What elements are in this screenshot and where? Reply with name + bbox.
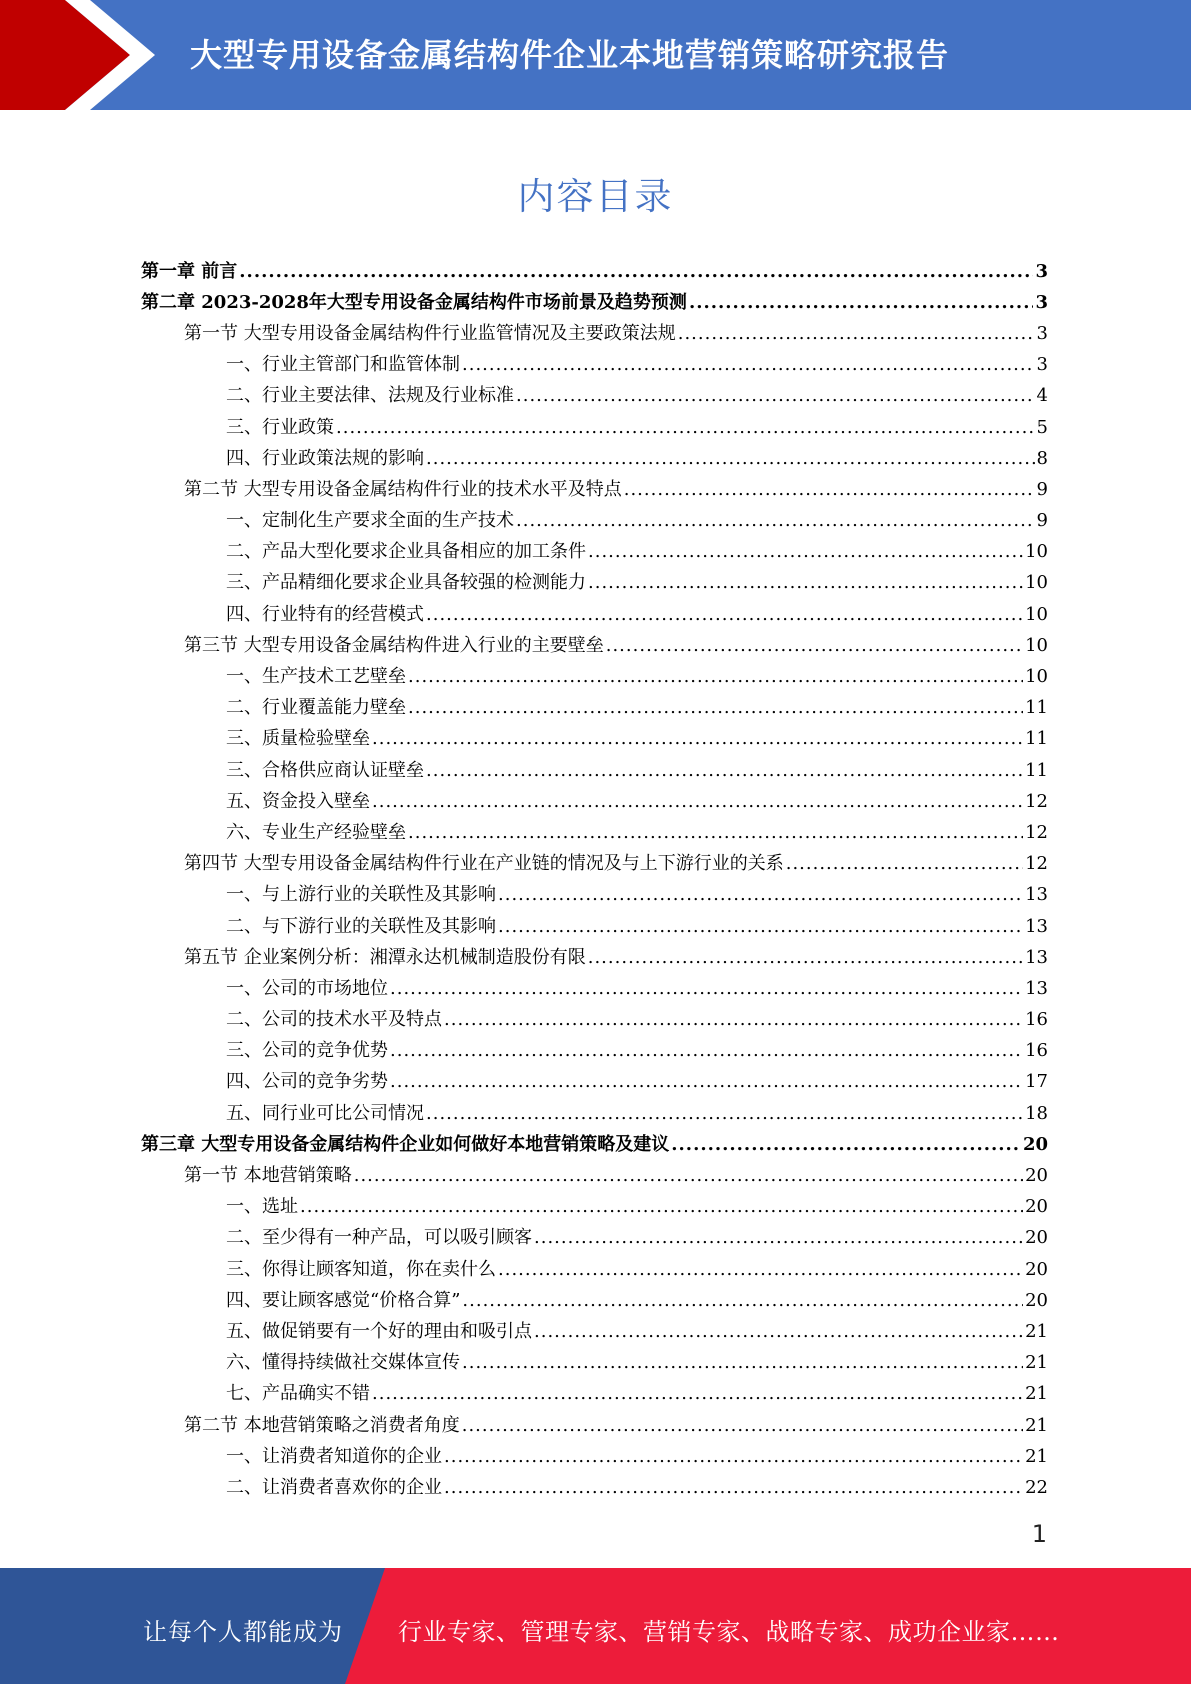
- toc-entry-label: 五、做促销要有一个好的理由和吸引点: [226, 1320, 532, 1342]
- toc-entry-label: 第四节 大型专用设备金属结构件行业在产业链的情况及与上下游行业的关系: [184, 853, 784, 875]
- toc-section[interactable]: [141, 318, 1048, 349]
- toc-dot-leader: [516, 511, 1035, 531]
- toc-dot-leader: [426, 1104, 1023, 1124]
- toc-dot-leader: [462, 355, 1035, 375]
- toc-entry-page: 10: [1025, 603, 1048, 625]
- toc-subsection[interactable]: [141, 1472, 1048, 1503]
- toc-section[interactable]: [141, 474, 1048, 505]
- toc-entry-label: 七、产品确实不错: [226, 1383, 370, 1405]
- toc-dot-leader: [689, 293, 1034, 313]
- toc-entry-label: 二、产品大型化要求企业具备相应的加工条件: [226, 541, 586, 563]
- toc-dot-leader: [671, 1135, 1021, 1155]
- toc-subsection[interactable]: [141, 350, 1048, 381]
- toc-dot-leader: [786, 854, 1023, 874]
- toc-entry-page: 10: [1025, 572, 1048, 594]
- toc-entry-label: 第三章 大型专用设备金属结构件企业如何做好本地营销策略及建议: [141, 1133, 670, 1155]
- toc-dot-leader: [498, 885, 1023, 905]
- toc-subsection[interactable]: [141, 381, 1048, 412]
- toc-entry-label: 三、质量检验壁垒: [226, 728, 370, 750]
- toc-dot-leader: [444, 1478, 1023, 1498]
- toc-dot-leader: [624, 480, 1035, 500]
- toc-dot-leader: [408, 667, 1023, 687]
- toc-entry-label: 二、行业覆盖能力壁垒: [226, 697, 406, 719]
- toc-entry-page: 10: [1025, 541, 1048, 563]
- toc-entry-page: 13: [1025, 946, 1048, 968]
- toc-subsection[interactable]: [141, 1285, 1048, 1316]
- page-number: 1: [1031, 1520, 1047, 1548]
- toc-entry-label: 二、至少得有一种产品，可以吸引顾客: [226, 1227, 532, 1249]
- toc-entry-page: 13: [1025, 915, 1048, 937]
- toc-entry-label: 六、专业生产经验壁垒: [226, 821, 406, 843]
- toc-dot-leader: [372, 1384, 1023, 1404]
- toc-subsection[interactable]: [141, 537, 1048, 568]
- toc-dot-leader: [534, 1322, 1023, 1342]
- toc-chapter[interactable]: [141, 256, 1048, 287]
- toc-entry-label: 第一节 大型专用设备金属结构件行业监管情况及主要政策法规: [184, 322, 676, 344]
- toc-entry-label: 三、产品精细化要求企业具备较强的检测能力: [226, 572, 586, 594]
- toc-entry-page: 21: [1025, 1352, 1048, 1374]
- toc-entry-label: 一、行业主管部门和监管体制: [226, 354, 460, 376]
- toc-entry-label: 六、懂得持续做社交媒体宣传: [226, 1352, 460, 1374]
- toc-entry-label: 四、要让顾客感觉“价格合算”: [226, 1289, 461, 1311]
- toc-dot-leader: [498, 1260, 1023, 1280]
- toc-dot-leader: [372, 729, 1023, 749]
- toc-entry-label: 四、行业特有的经营模式: [226, 603, 424, 625]
- toc-chapter[interactable]: [141, 287, 1048, 318]
- toc-entry-label: 四、公司的竞争劣势: [226, 1071, 388, 1093]
- toc-subsection[interactable]: [141, 973, 1048, 1004]
- toc-subsection[interactable]: [141, 724, 1048, 755]
- toc-dot-leader: [390, 1041, 1023, 1061]
- toc-entry-label: 第一章 前言: [141, 260, 238, 282]
- toc-entry-label: 一、让消费者知道你的企业: [226, 1445, 442, 1467]
- toc-entry-page: 18: [1025, 1102, 1048, 1124]
- toc-subsection[interactable]: [141, 1441, 1048, 1472]
- toc-subsection[interactable]: [141, 412, 1048, 443]
- toc-dot-leader: [408, 823, 1023, 843]
- toc-dot-leader: [239, 262, 1033, 282]
- toc-dot-leader: [372, 792, 1023, 812]
- toc-dot-leader: [462, 1416, 1023, 1436]
- toc-section[interactable]: [141, 1410, 1048, 1441]
- toc-entry-label: 三、合格供应商认证壁垒: [226, 759, 424, 781]
- toc-subsection[interactable]: [141, 506, 1048, 537]
- toc-entry-label: 三、行业政策: [226, 416, 334, 438]
- toc-dot-leader: [426, 449, 1035, 469]
- toc-subsection[interactable]: [141, 786, 1048, 817]
- report-title: 大型专用设备金属结构件企业本地营销策略研究报告: [190, 36, 950, 74]
- toc-entry-label: 二、公司的技术水平及特点: [226, 1009, 442, 1031]
- toc-dot-leader: [678, 324, 1035, 344]
- toc-entry-label: 第五节 企业案例分析：湘潭永达机械制造股份有限: [184, 946, 586, 968]
- toc-entry-page: 10: [1025, 634, 1048, 656]
- toc-entry-page: 13: [1025, 977, 1048, 999]
- toc-entry-page: 21: [1025, 1383, 1048, 1405]
- toc-entry-label: 二、让消费者喜欢你的企业: [226, 1476, 442, 1498]
- toc-dot-leader: [408, 698, 1023, 718]
- toc-entry-page: 10: [1025, 666, 1048, 688]
- toc-entry-page: 20: [1025, 1289, 1048, 1311]
- toc-subsection[interactable]: [141, 1316, 1048, 1347]
- toc-entry-page: 13: [1025, 884, 1048, 906]
- toc-entry-label: 四、行业政策法规的影响: [226, 447, 424, 469]
- toc-subsection[interactable]: [141, 693, 1048, 724]
- toc-entry-page: 11: [1025, 697, 1048, 719]
- toc-entry-label: 一、公司的市场地位: [226, 977, 388, 999]
- toc-section[interactable]: [141, 630, 1048, 661]
- toc-entry-page: 9: [1036, 510, 1048, 532]
- toc-entry-page: 3: [1035, 260, 1048, 282]
- toc-entry-label: 二、行业主要法律、法规及行业标准: [226, 385, 514, 407]
- toc-entry-label: 一、选址: [226, 1196, 298, 1218]
- toc-subsection[interactable]: [141, 911, 1048, 942]
- toc-dot-leader: [462, 1353, 1023, 1373]
- toc-entry-label: 五、资金投入壁垒: [226, 790, 370, 812]
- toc-section[interactable]: [141, 849, 1048, 880]
- toc-dot-leader: [606, 636, 1023, 656]
- toc-section[interactable]: [141, 942, 1048, 973]
- toc-entry-page: 11: [1025, 728, 1048, 750]
- toc-entry-page: 20: [1022, 1133, 1048, 1155]
- toc-chapter[interactable]: [141, 1129, 1048, 1160]
- toc-entry-label: 第二节 本地营销策略之消费者角度: [184, 1414, 460, 1436]
- toc-subsection[interactable]: [141, 755, 1048, 786]
- toc-entry-page: 3: [1036, 354, 1048, 376]
- toc-entry-page: 17: [1025, 1071, 1048, 1093]
- footer-slogan-right: 行业专家、管理专家、营销专家、战略专家、成功企业家……: [398, 1618, 1060, 1646]
- toc-dot-leader: [300, 1197, 1023, 1217]
- toc-dot-leader: [336, 418, 1035, 438]
- toc-dot-leader: [588, 573, 1023, 593]
- toc-entry-label: 五、同行业可比公司情况: [226, 1102, 424, 1124]
- toc-dot-leader: [534, 1228, 1023, 1248]
- toc-subsection[interactable]: [141, 880, 1048, 911]
- toc-entry-page: 8: [1036, 447, 1048, 469]
- toc-dot-leader: [498, 917, 1023, 937]
- toc-entry-page: 4: [1036, 385, 1048, 407]
- toc-dot-leader: [426, 605, 1023, 625]
- toc-subsection[interactable]: [141, 599, 1048, 630]
- footer-slogan-left: 让每个人都能成为: [143, 1618, 343, 1646]
- toc-entry-page: 20: [1025, 1165, 1048, 1187]
- toc-entry-label: 一、生产技术工艺壁垒: [226, 666, 406, 688]
- header-banner: [0, 0, 1191, 110]
- toc-subsection[interactable]: [141, 1379, 1048, 1410]
- toc-dot-leader: [444, 1447, 1023, 1467]
- toc-entry-page: 12: [1025, 821, 1048, 843]
- toc-dot-leader: [426, 761, 1023, 781]
- toc-entry-page: 21: [1025, 1414, 1048, 1436]
- toc-entry-page: 3: [1035, 291, 1048, 313]
- toc-dot-leader: [390, 979, 1023, 999]
- table-of-contents: [141, 256, 1048, 1504]
- toc-subsection[interactable]: [141, 1348, 1048, 1379]
- toc-dot-leader: [516, 386, 1035, 406]
- toc-dot-leader: [354, 1166, 1023, 1186]
- toc-subsection[interactable]: [141, 1223, 1048, 1254]
- toc-dot-leader: [588, 948, 1023, 968]
- toc-entry-page: 12: [1025, 853, 1048, 875]
- toc-entry-page: 20: [1025, 1196, 1048, 1218]
- toc-subsection[interactable]: [141, 817, 1048, 848]
- toc-dot-leader: [588, 542, 1023, 562]
- toc-entry-label: 三、公司的竞争优势: [226, 1040, 388, 1062]
- toc-entry-page: 16: [1025, 1040, 1048, 1062]
- toc-entry-label: 二、与下游行业的关联性及其影响: [226, 915, 496, 937]
- toc-dot-leader: [444, 1010, 1023, 1030]
- toc-entry-label: 第二章 2023-2028年大型专用设备金属结构件市场前景及趋势预测: [141, 291, 687, 313]
- toc-entry-label: 一、与上游行业的关联性及其影响: [226, 884, 496, 906]
- toc-entry-label: 三、你得让顾客知道，你在卖什么: [226, 1258, 496, 1280]
- toc-entry-page: 21: [1025, 1445, 1048, 1467]
- toc-subsection[interactable]: [141, 1005, 1048, 1036]
- toc-entry-page: 21: [1025, 1320, 1048, 1342]
- toc-entry-page: 5: [1036, 416, 1048, 438]
- toc-entry-label: 第二节 大型专用设备金属结构件行业的技术水平及特点: [184, 478, 622, 500]
- toc-dot-leader: [390, 1072, 1023, 1092]
- toc-subsection[interactable]: [141, 1098, 1048, 1129]
- toc-entry-page: 12: [1025, 790, 1048, 812]
- toc-entry-page: 11: [1025, 759, 1048, 781]
- toc-dot-leader: [462, 1291, 1023, 1311]
- toc-subsection[interactable]: [141, 568, 1048, 599]
- toc-entry-page: 3: [1036, 322, 1048, 344]
- toc-entry-page: 16: [1025, 1009, 1048, 1031]
- toc-subsection[interactable]: [141, 443, 1048, 474]
- toc-subsection[interactable]: [141, 661, 1048, 692]
- toc-entry-page: 20: [1025, 1227, 1048, 1249]
- toc-section[interactable]: [141, 1160, 1048, 1191]
- toc-entry-label: 一、定制化生产要求全面的生产技术: [226, 510, 514, 532]
- toc-subsection[interactable]: [141, 1254, 1048, 1285]
- toc-entry-label: 第一节 本地营销策略: [184, 1165, 352, 1187]
- toc-entry-page: 20: [1025, 1258, 1048, 1280]
- toc-subsection[interactable]: [141, 1036, 1048, 1067]
- footer-banner: [0, 1568, 1191, 1684]
- toc-subsection[interactable]: [141, 1067, 1048, 1098]
- toc-entry-label: 第三节 大型专用设备金属结构件进入行业的主要壁垒: [184, 634, 604, 656]
- toc-entry-page: 22: [1025, 1476, 1048, 1498]
- toc-heading: 内容目录: [517, 175, 674, 218]
- toc-subsection[interactable]: [141, 1192, 1048, 1223]
- toc-entry-page: 9: [1036, 478, 1048, 500]
